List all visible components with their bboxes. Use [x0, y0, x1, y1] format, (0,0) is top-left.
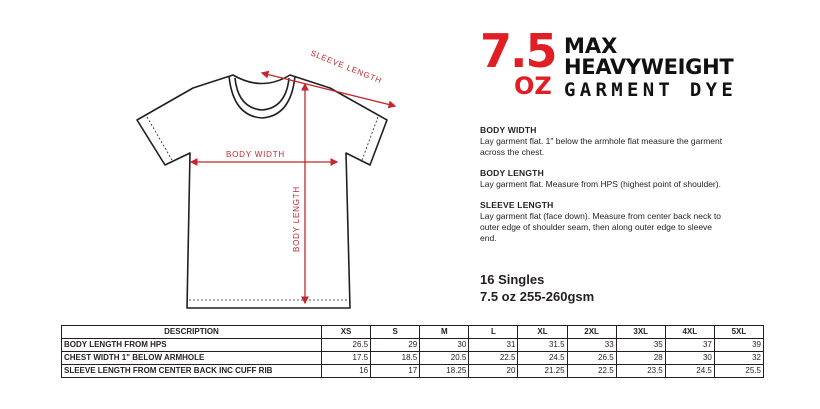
table-cell: 31 — [469, 339, 518, 352]
brand-line-max: MAX — [564, 34, 618, 58]
spec-weight: 7.5 oz 255-260gsm — [480, 289, 595, 304]
instruction-title: BODY LENGTH — [480, 168, 544, 178]
table-row — [62, 339, 764, 352]
table-cell: 30 — [420, 339, 469, 352]
table-row — [62, 352, 764, 365]
header-size-4xl: 4XL — [665, 326, 714, 339]
table-cell: 30 — [665, 352, 714, 365]
instruction-body-length — [480, 168, 730, 190]
instruction-text: Lay garment flat. Measure from HPS (highest point of shoulder). — [480, 179, 721, 189]
header-size-xl: XL — [518, 326, 567, 339]
header-size-l: L — [469, 326, 518, 339]
table-cell: 25.5 — [714, 365, 763, 378]
sleeve-length-label: SLEEVE LENGTH — [309, 48, 384, 86]
table-cell: 37 — [665, 339, 714, 352]
tshirt-diagram — [0, 0, 470, 320]
brand-line-heavyweight: HEAVYWEIGHT — [564, 55, 734, 79]
header-size-5xl: 5XL — [714, 326, 763, 339]
table-cell: 32 — [714, 352, 763, 365]
instruction-sleeve-length — [480, 200, 730, 244]
fabric-specs — [480, 271, 594, 305]
header-description: DESCRIPTION — [62, 326, 322, 339]
body-width-label: BODY WIDTH — [226, 150, 285, 159]
table-cell: 17.5 — [322, 352, 371, 365]
instruction-title: SLEEVE LENGTH — [480, 200, 554, 210]
table-cell: 20 — [469, 365, 518, 378]
table-header-row — [62, 326, 764, 339]
row-label: CHEST WIDTH 1" BELOW ARMHOLE — [62, 352, 322, 365]
table-cell: 28 — [616, 352, 665, 365]
table-cell: 23.5 — [616, 365, 665, 378]
row-label: SLEEVE LENGTH FROM CENTER BACK INC CUFF RIB — [62, 365, 322, 378]
table-cell: 22.5 — [469, 352, 518, 365]
table-cell: 22.5 — [567, 365, 616, 378]
table-row — [62, 365, 764, 378]
table-cell: 21.25 — [518, 365, 567, 378]
table-cell: 18.25 — [420, 365, 469, 378]
brand-weight: 7.5 — [480, 24, 556, 78]
brand-unit: OZ — [514, 72, 552, 100]
table-cell: 24.5 — [518, 352, 567, 365]
brand-line-garment-dye: GARMENT DYE — [564, 79, 738, 101]
table-cell: 24.5 — [665, 365, 714, 378]
row-label: BODY LENGTH FROM HPS — [62, 339, 322, 352]
table-cell: 33 — [567, 339, 616, 352]
header-size-m: M — [420, 326, 469, 339]
table-cell: 35 — [616, 339, 665, 352]
table-cell: 20.5 — [420, 352, 469, 365]
table-cell: 31.5 — [518, 339, 567, 352]
table-cell: 39 — [714, 339, 763, 352]
instruction-title: BODY WIDTH — [480, 125, 537, 135]
tshirt-stitching — [147, 117, 378, 300]
header-size-2xl: 2XL — [567, 326, 616, 339]
tshirt-outline — [137, 75, 387, 308]
header-size-3xl: 3XL — [616, 326, 665, 339]
header-size-xs: XS — [322, 326, 371, 339]
instruction-text: Lay garment flat. 1" below the armhole flat measure the garment across the chest. — [480, 136, 723, 157]
size-chart-table — [61, 325, 764, 378]
body-length-label: BODY LENGTH — [292, 186, 301, 252]
table-cell: 18.5 — [371, 352, 420, 365]
instruction-body-width — [480, 125, 730, 158]
brand-logo — [478, 24, 768, 108]
table-cell: 26.5 — [322, 339, 371, 352]
table-cell: 26.5 — [567, 352, 616, 365]
instruction-text: Lay garment flat (face down). Measure from center back neck to outer edge of shoulder seam, then along outer edge to sleeve end. — [480, 211, 721, 243]
spec-singles: 16 Singles — [480, 272, 545, 287]
header-size-s: S — [371, 326, 420, 339]
table-cell: 29 — [371, 339, 420, 352]
table-cell: 16 — [322, 365, 371, 378]
measuring-instructions — [480, 125, 730, 254]
table-cell: 17 — [371, 365, 420, 378]
